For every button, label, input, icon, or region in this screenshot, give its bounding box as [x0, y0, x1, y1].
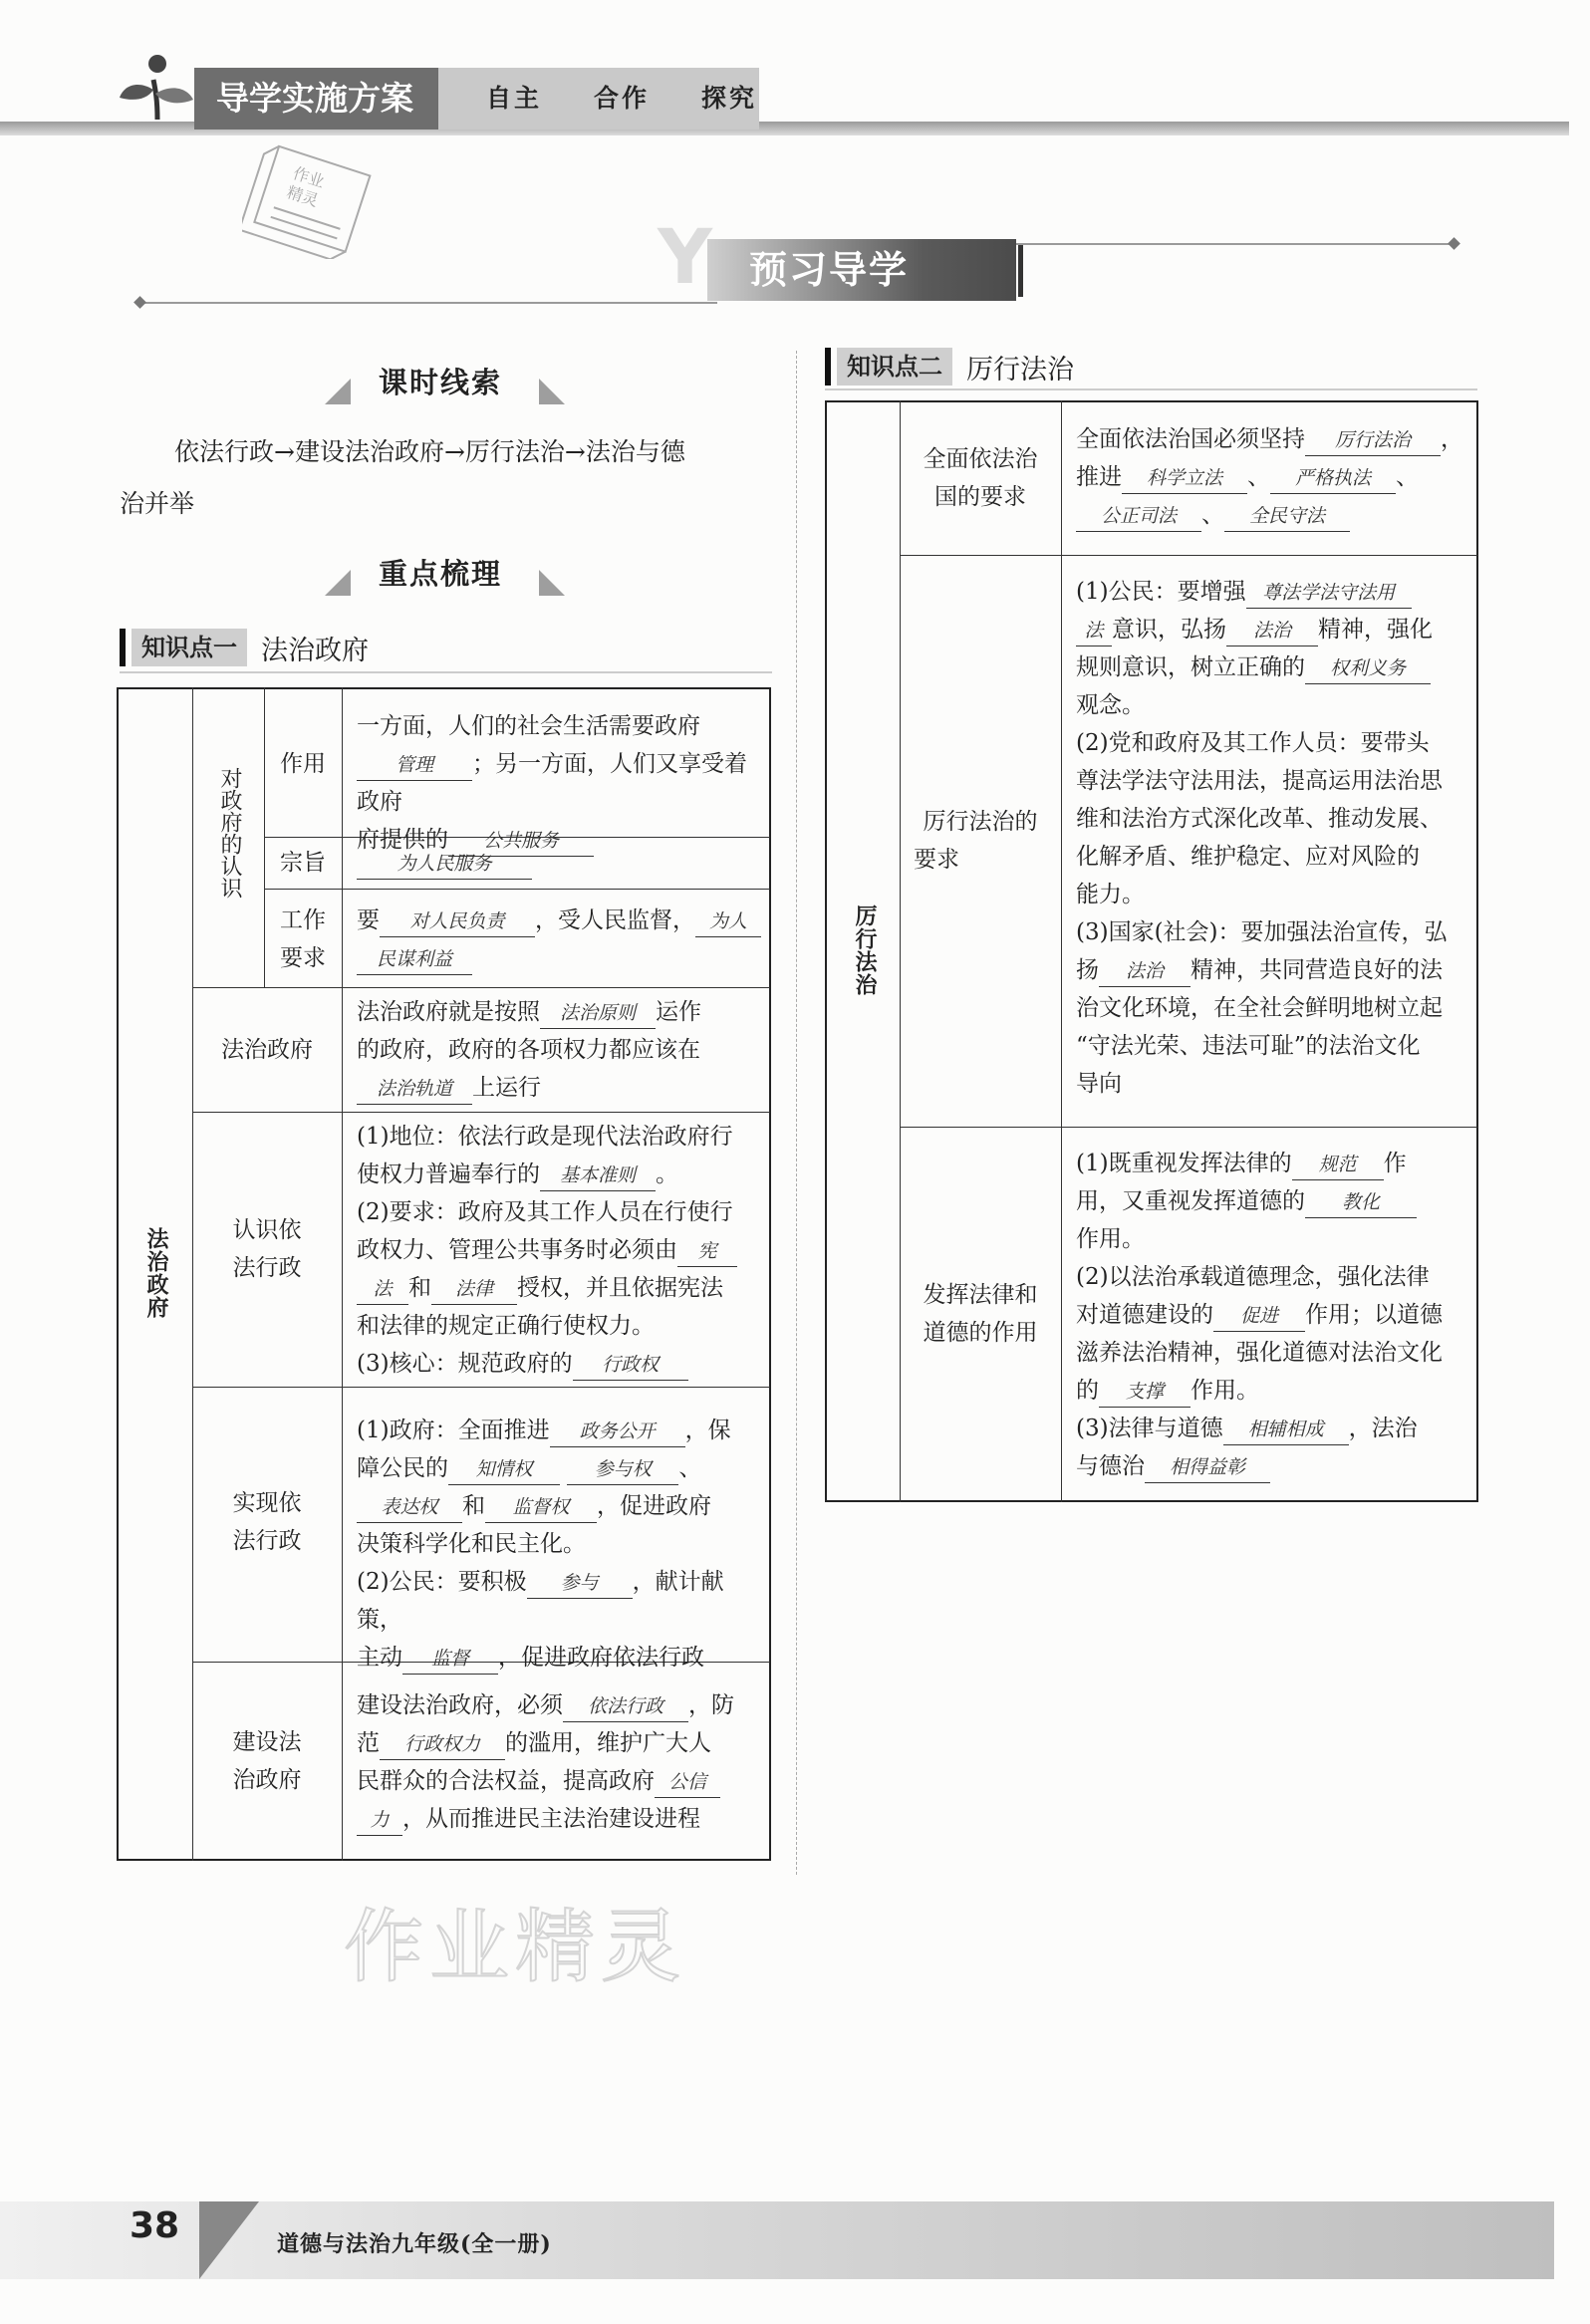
kp1-work-text-1: 要: [357, 907, 380, 933]
kp1-realize-fill-3: 参与权: [567, 1454, 678, 1485]
kp1-lawgov-line2: 的政府，政府的各项权力都应该在: [357, 1037, 700, 1063]
kp2-r3-label: [900, 1276, 1061, 1352]
kp2-r1-text-2a: 推进: [1076, 464, 1122, 490]
kp2-r1-line2: [1076, 458, 1474, 496]
kp2-r2-text-11b: 精神，共同营造良好的法: [1191, 957, 1443, 983]
kp2-col-line: [1061, 400, 1062, 1502]
kp1-role-fill-2: 公共服务: [448, 826, 594, 857]
kp2-r1-text-1a: 全面依法治国必须坚持: [1076, 426, 1305, 452]
kp1-lawgov-line1: [357, 993, 765, 1031]
kp2-r2-line8: 化解矛盾、维护稳定、应对风险的: [1076, 844, 1420, 870]
kp1-build-text-2b: 的滥用，维护广大人: [505, 1730, 711, 1756]
kp2-title: 厉行法治: [966, 354, 1074, 386]
kp1-role-content: [357, 707, 765, 859]
kp1-group-title: 对政府的认识: [217, 767, 242, 899]
kp1-realize-text-2b: 、: [678, 1455, 702, 1481]
kp1-realize-text-3a: 和: [462, 1493, 485, 1519]
kp1-work-text-2: ，受人民监督，: [535, 907, 695, 933]
kp2-r3-text-8a: (3)法律与道德: [1076, 1416, 1223, 1441]
kp1-work-label-2: 要求: [280, 945, 326, 971]
kp2-r3-text-2a: 用，又重视发挥道德的: [1076, 1188, 1305, 1214]
svg-text:精灵: 精灵: [284, 182, 321, 211]
kp1-work-fill-2b: 民谋利益: [357, 944, 472, 975]
kp2-r2-line13: “守法光荣、违法可耻”的法治文化: [1076, 1033, 1421, 1059]
kp2-r2-line14: 导向: [1076, 1071, 1122, 1097]
kp1-build-text-4: ，从而推进民主法治建设进程: [402, 1806, 700, 1832]
kp2-r1-line1: [1076, 420, 1474, 458]
kp1-work-label: [264, 902, 342, 977]
kp2-r3-line3: 作用。: [1076, 1226, 1145, 1252]
kp1-realize-line2: [357, 1449, 765, 1487]
kp2-r2-fill-2: 法治: [1226, 616, 1318, 646]
lesson-clue-text-1: 依法行政→建设法治政府→厉行法治→法治与德: [174, 437, 685, 466]
kp2-r3-fill-4: 支撑: [1099, 1377, 1191, 1408]
kp2-r2-line4: 观念。: [1076, 692, 1145, 718]
kp2-r2-text-11a: 扬: [1076, 957, 1099, 983]
header-title: 导学实施方案: [194, 68, 438, 129]
kp1-build-content: [357, 1686, 765, 1838]
kp1-work-line1: [357, 902, 765, 939]
kp2-r2-line6: 尊法学法守法用法，提高运用法治思: [1076, 768, 1443, 794]
kp1-realize-text-6a: 主动: [357, 1645, 402, 1671]
kp2-r1-fill-1: 厉行法治: [1305, 425, 1441, 456]
kp2-r2-text-2a: 意识，弘扬: [1112, 617, 1226, 643]
kp1-know-line6: 和法律的规定正确行使权力。: [357, 1313, 655, 1339]
kp1-realize-fill-2: 知情权: [448, 1454, 560, 1485]
kp2-r3-line8: [1076, 1410, 1474, 1447]
kp2-bar: [825, 348, 831, 386]
kp2-r1-label: [900, 440, 1061, 516]
stamp-logo: [242, 141, 384, 259]
kp1-know-line2: [357, 1156, 765, 1193]
kp2-r2-fill-4: 法治: [1099, 956, 1191, 987]
kp1-build-text-2a: 范: [357, 1730, 380, 1756]
kp1-realize-text-5a: (2)公民：要积极: [357, 1569, 527, 1595]
kp1-know-fill-2a: 宪: [677, 1236, 737, 1267]
kp1-row-line: [192, 1112, 770, 1113]
kp1-work-line2: [357, 939, 765, 977]
kp1-work-fill-2a: 为人: [695, 906, 761, 937]
kp1-realize-label-1: 实现依: [232, 1490, 302, 1516]
kp2-r3-line1: [1076, 1145, 1474, 1182]
kp1-realize-fill-1: 政务公开: [550, 1417, 685, 1447]
kp2-r2-line7: 维和法治方式深化改革、推动发展、: [1076, 806, 1443, 832]
kp1-realize-label-2: 法行政: [232, 1528, 302, 1554]
banner-rule-dot-left: [133, 296, 146, 309]
kp2-r2-line11: [1076, 951, 1474, 989]
kp2-row-line: [900, 555, 1477, 556]
kp2-r3-text-9a: 与德治: [1076, 1453, 1145, 1479]
lesson-clue-text-2: 治并举: [120, 489, 195, 518]
kp2-r3-text-1b: 作: [1383, 1151, 1407, 1176]
kp2-r2-text-2b: 精神，强化: [1318, 617, 1433, 643]
kp2-heading: [825, 347, 1074, 387]
kp1-know-fill-3: 法律: [431, 1274, 517, 1305]
kp1-know-line1: (1)地位：依法行政是现代法治政府行: [357, 1124, 733, 1150]
kp1-build-text-1b: ，防: [688, 1692, 734, 1718]
kp2-underline: [825, 388, 1477, 390]
kp2-r1-fill-4: 公正司法: [1076, 501, 1201, 532]
kp1-role-text-2: ；另一方面，人们又享受着政府: [357, 751, 747, 815]
kp1-build-label-1: 建设法: [232, 1729, 302, 1755]
kp2-r1-line3: [1076, 496, 1474, 534]
kp1-build-text-1a: 建设法治政府，必须: [357, 1692, 563, 1718]
kp2-r2-line1: [1076, 573, 1474, 611]
kp1-col-line: [342, 687, 343, 1861]
kp1-build-fill-3b: 力: [357, 1805, 402, 1836]
kp2-r2-fill-1b: 法: [1076, 616, 1112, 646]
kp1-build-label-2: 治政府: [232, 1767, 302, 1793]
kp1-build-text-3a: 民群众的合法权益，提高政府: [357, 1768, 655, 1794]
kp2-r1-sep-1: 、: [1247, 464, 1270, 490]
kp2-r2-line2: [1076, 611, 1474, 648]
kp1-role-line1: 一方面，人们的社会生活需要政府: [357, 713, 700, 739]
kp2-row-line: [900, 1127, 1477, 1128]
kp1-know-label: [192, 1211, 342, 1287]
footer-book-title: 道德与法治九年级(全一册): [277, 2231, 552, 2257]
kp2-r3-label-1: 发挥法律和: [923, 1282, 1038, 1308]
kp2-r1-text-1b: ，: [1441, 426, 1463, 452]
kp2-label: 知识点二: [837, 348, 952, 386]
kp2-r1-content: [1076, 420, 1474, 534]
kp1-realize-fill-6: 参与: [527, 1568, 633, 1599]
kp2-r2-label: [900, 803, 1061, 879]
kp2-r3-text-8b: ，法治: [1348, 1416, 1418, 1441]
kp1-realize-content: [357, 1412, 765, 1677]
kp2-r1-sep-3: 、: [1201, 502, 1224, 528]
banner-end-bar: [1018, 245, 1023, 297]
kp2-r3-text-1a: (1)既重视发挥法律的: [1076, 1151, 1292, 1176]
kp2-r2-label-1: 厉行法治的: [923, 809, 1038, 835]
kp2-r3-line6: 滋养法治精神，强化道德对法治文化: [1076, 1340, 1443, 1366]
kp1-realize-text-1a: (1)政府：全面推进: [357, 1418, 550, 1443]
kp2-r3-line4: (2)以法治承载道德理念，强化法律: [1076, 1264, 1430, 1290]
kp2-r3-fill-5: 相辅相成: [1223, 1415, 1349, 1445]
kp1-aim-fill-1: 为人民服务: [357, 849, 532, 880]
kp1-realize-line3: [357, 1487, 765, 1525]
kp1-bar: [120, 629, 126, 666]
watermark: 作业精灵: [344, 1901, 686, 1993]
kp1-know-label-1: 认识依: [232, 1217, 302, 1243]
header-tag-autonomy: 自主: [486, 84, 543, 113]
header-tag-inquiry: 探究: [701, 84, 758, 113]
banner-letter: Y: [658, 212, 713, 301]
kp2-r3-line2: [1076, 1182, 1474, 1220]
kp1-build-line3: [357, 1762, 765, 1800]
kp1-realize-line5: [357, 1563, 765, 1639]
kp1-build-line2: [357, 1724, 765, 1762]
kp2-r1-fill-3: 严格执法: [1270, 463, 1396, 494]
kp1-lawgov-line3: [357, 1069, 765, 1107]
kp2-side-title: 厉行法治: [852, 904, 877, 996]
kp1-lawgov-text-1: 法治政府就是按照: [357, 999, 540, 1025]
kp1-realize-label: [192, 1484, 342, 1560]
kp1-lawgov-label: 法治政府: [221, 1037, 313, 1063]
kp1-realize-text-3b: ，促进政府: [597, 1493, 711, 1519]
kp1-realize-fill-4: 表达权: [357, 1492, 462, 1523]
kp2-r3-fill-2: 教化: [1305, 1187, 1417, 1218]
kp1-realize-text-2a: 障公民的: [357, 1455, 448, 1481]
column-divider: [796, 351, 797, 1875]
kp1-row-line: [192, 1387, 770, 1388]
kp1-role-label: 作用: [280, 751, 326, 777]
sprout-logo-icon: [118, 50, 197, 129]
kp2-r2-fill-3: 权利义务: [1305, 653, 1431, 684]
kp2-r3-text-5b: 作用；以道德: [1305, 1302, 1443, 1328]
kp1-build-line4: [357, 1800, 765, 1838]
kp1-role-text-3: 府提供的: [357, 827, 448, 853]
kp1-realize-fill-7: 监督: [402, 1644, 498, 1675]
kp1-aim-content: [357, 844, 765, 882]
kp1-build-fill-2: 行政权力: [380, 1729, 505, 1760]
header-tags: [438, 68, 759, 129]
kp1-know-label-2: 法行政: [232, 1255, 302, 1281]
kp2-r3-line5: [1076, 1296, 1474, 1334]
kp1-underline: [120, 671, 772, 673]
kp1-build-label: [192, 1723, 342, 1799]
kp1-work-label-1: 工作: [280, 907, 326, 933]
heading-wedge-left: [325, 379, 351, 404]
kp1-row-line: [264, 889, 770, 890]
kp1-realize-text-5b: ，献计献策，: [357, 1569, 724, 1633]
kp1-know-line3: (2)要求：政府及其工作人员在行使行: [357, 1199, 733, 1225]
kp1-know-fill-2b: 法: [357, 1274, 408, 1305]
kp2-r1-sep-2: 、: [1396, 464, 1419, 490]
kp1-know-text-7a: (3)核心：规范政府的: [357, 1351, 573, 1377]
kp1-heading: [120, 628, 369, 667]
banner-title: 预习导学: [749, 248, 910, 292]
kp2-r2-line12: 治文化环境，在全社会鲜明地树立起: [1076, 995, 1443, 1021]
footer-tab: [199, 2201, 259, 2279]
kp2-r3-fill-3: 促进: [1213, 1301, 1305, 1332]
lesson-clue-heading: 课时线索: [379, 366, 503, 399]
kp1-realize-line1: [357, 1412, 765, 1449]
kp1-know-line4: [357, 1231, 765, 1269]
kp1-realize-line4: 决策科学化和民主化。: [357, 1531, 586, 1557]
kp1-know-fill-1: 基本准则: [540, 1161, 656, 1191]
kp1-lawgov-text-4: 上运行: [472, 1075, 541, 1101]
kp2-r3-text-7a: 的: [1076, 1378, 1099, 1404]
kp2-r2-line3: [1076, 648, 1474, 686]
kp2-r1-fill-2: 科学立法: [1122, 463, 1247, 494]
kp2-r3-line7: [1076, 1372, 1474, 1410]
kp1-row-line: [192, 987, 770, 988]
kp2-r3-content: [1076, 1145, 1474, 1485]
kp1-know-text-5b: 授权，并且依据宪法: [517, 1275, 723, 1301]
kp1-build-line1: [357, 1686, 765, 1724]
kp1-realize-fill-5: 监督权: [485, 1492, 597, 1523]
kp1-know-text-4a: 政权力、管理公共事务时必须由: [357, 1237, 677, 1263]
kp1-aim-label: 宗旨: [280, 850, 326, 876]
kp2-r3-text-5a: 对道德建设的: [1076, 1302, 1213, 1328]
kp1-know-content: [357, 1118, 765, 1383]
kp1-lawgov-text-2: 运作: [656, 999, 701, 1025]
kp1-role-line2: [357, 745, 765, 821]
kp2-r2-label-2: 要求: [914, 847, 959, 873]
kp2-r1-label-2: 国的要求: [934, 484, 1026, 510]
kp2-r3-label-2: 道德的作用: [923, 1320, 1038, 1346]
page-number: 38: [130, 2205, 180, 2246]
kp1-lawgov-fill-2: 法治轨道: [357, 1074, 472, 1105]
kp1-lawgov-content: [357, 993, 765, 1107]
kp2-r2-fill-1a: 尊法学法守法用: [1246, 578, 1412, 609]
kp2-r2-text-3a: 规则意识，树立正确的: [1076, 654, 1305, 680]
key-points-heading: 重点梳理: [379, 557, 503, 591]
kp1-side-title: 法治政府: [143, 1227, 168, 1319]
kp1-know-line5: [357, 1269, 765, 1307]
kp1-work-fill-1: 对人民负责: [380, 906, 535, 937]
kp1-know-text-5a: 和: [408, 1275, 431, 1301]
kp1-title: 法治政府: [261, 635, 369, 666]
kp2-r2-line10: (3)国家(社会)：要加强法治宣传，弘: [1076, 919, 1448, 945]
heading-wedge-right: [539, 379, 565, 404]
kp1-realize-text-1b: ，保: [684, 1418, 731, 1443]
kp1-build-fill-1: 依法行政: [563, 1691, 688, 1722]
kp1-build-fill-3a: 公信: [655, 1767, 720, 1798]
kp2-r3-line9: [1076, 1447, 1474, 1485]
kp2-r3-fill-1: 规范: [1292, 1150, 1384, 1180]
kp2-r1-label-1: 全面依法治: [923, 446, 1038, 472]
kp2-r2-text-1a: (1)公民：要增强: [1076, 579, 1246, 605]
header-tag-cooperation: 合作: [594, 84, 651, 113]
kp2-r1-fill-5: 全民守法: [1224, 501, 1350, 532]
heading-wedge-right: [539, 570, 565, 596]
banner-rule-dot-right: [1448, 237, 1460, 250]
heading-wedge-left: [325, 570, 351, 596]
kp2-r3-text-7b: 作用。: [1191, 1378, 1259, 1404]
kp2-r3-fill-6: 相得益彰: [1145, 1452, 1270, 1483]
svg-text:作业: 作业: [290, 163, 328, 192]
kp1-role-fill-1: 管理: [357, 750, 472, 781]
kp1-realize-text-6b: ，促进政府依法行政: [498, 1645, 704, 1671]
kp2-r2-line5: (2)党和政府及其工作人员：要带头: [1076, 730, 1430, 756]
kp2-r2-line9: 能力。: [1076, 882, 1145, 907]
kp1-know-line7: [357, 1345, 765, 1383]
kp1-know-text-2a: 使权力普遍奉行的: [357, 1162, 540, 1187]
kp1-label: 知识点一: [132, 629, 247, 666]
banner-rule-bottom: [139, 302, 717, 304]
kp1-lawgov-fill-1: 法治原则: [540, 998, 656, 1029]
kp1-work-content: [357, 902, 765, 977]
kp2-r2-content: [1076, 573, 1474, 1103]
kp1-realize-line6: [357, 1639, 765, 1677]
kp1-know-fill-4: 行政权: [573, 1350, 688, 1381]
kp1-know-text-2b: 。: [656, 1162, 678, 1187]
